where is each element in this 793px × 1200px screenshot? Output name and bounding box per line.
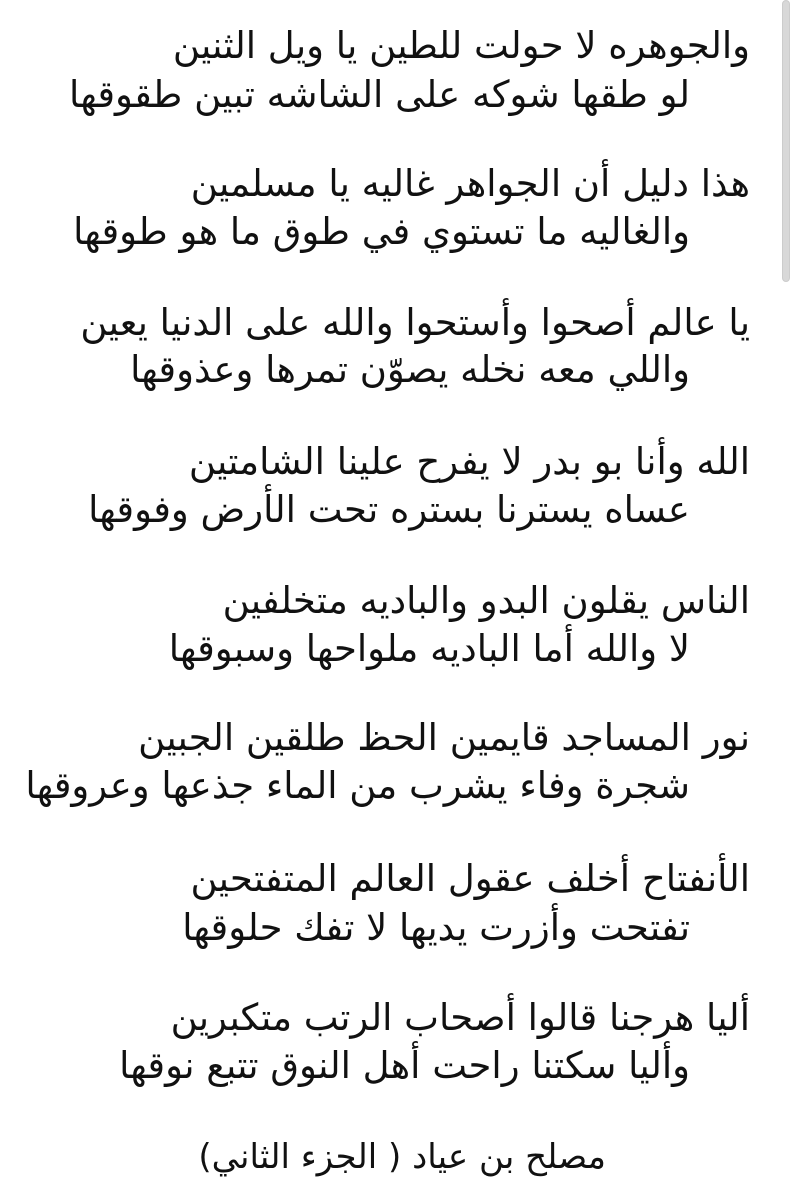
- poem-line: عساه يسترنا بستره تحت الأرض وفوقها: [88, 488, 690, 531]
- vertical-scrollbar[interactable]: [780, 0, 793, 1200]
- poem-line: والغاليه ما تستوي في طوق ما هو طوقها: [73, 210, 690, 253]
- poem-line: الله وأنا بو بدر لا يفرح علينا الشامتين: [188, 440, 750, 483]
- poem-line: أليا هرجنا قالوا أصحاب الرتب متكبرين: [170, 996, 750, 1039]
- poem-line: واللي معه نخله يصوّن تمرها وعذوقها: [130, 348, 690, 391]
- poem-line: الناس يقلون البدو والباديه متخلفين: [222, 579, 750, 622]
- poem-author: مصلح بن عياد ( الجزء الثاني): [198, 1137, 606, 1177]
- poem-line: لا والله أما الباديه ملواحها وسبوقها: [168, 627, 690, 670]
- poem-line: تفتحت وأزرت يديها لا تفك حلوقها: [182, 906, 690, 949]
- poem-line: والجوهره لا حولت للطين يا ويل الثنين: [172, 24, 750, 67]
- poem-line: الأنفتاح أخلف عقول العالم المتفتحين: [190, 857, 750, 900]
- poem-line: هذا دليل أن الجواهر غاليه يا مسلمين: [190, 162, 750, 205]
- poem-line: وأليا سكتنا راحت أهل النوق تتبع نوقها: [119, 1044, 690, 1087]
- poem-line: نور المساجد قايمين الحظ طلقين الجبين: [138, 716, 750, 759]
- scrollbar-thumb[interactable]: [782, 0, 790, 282]
- poem-line: يا عالم أصحوا وأستحوا والله على الدنيا يعين: [80, 301, 750, 344]
- poem-line: شجرة وفاء يشرب من الماء جذعها وعروقها: [25, 764, 690, 807]
- poem-line: لو طقها شوكه على الشاشه تبين طقوقها: [69, 73, 690, 116]
